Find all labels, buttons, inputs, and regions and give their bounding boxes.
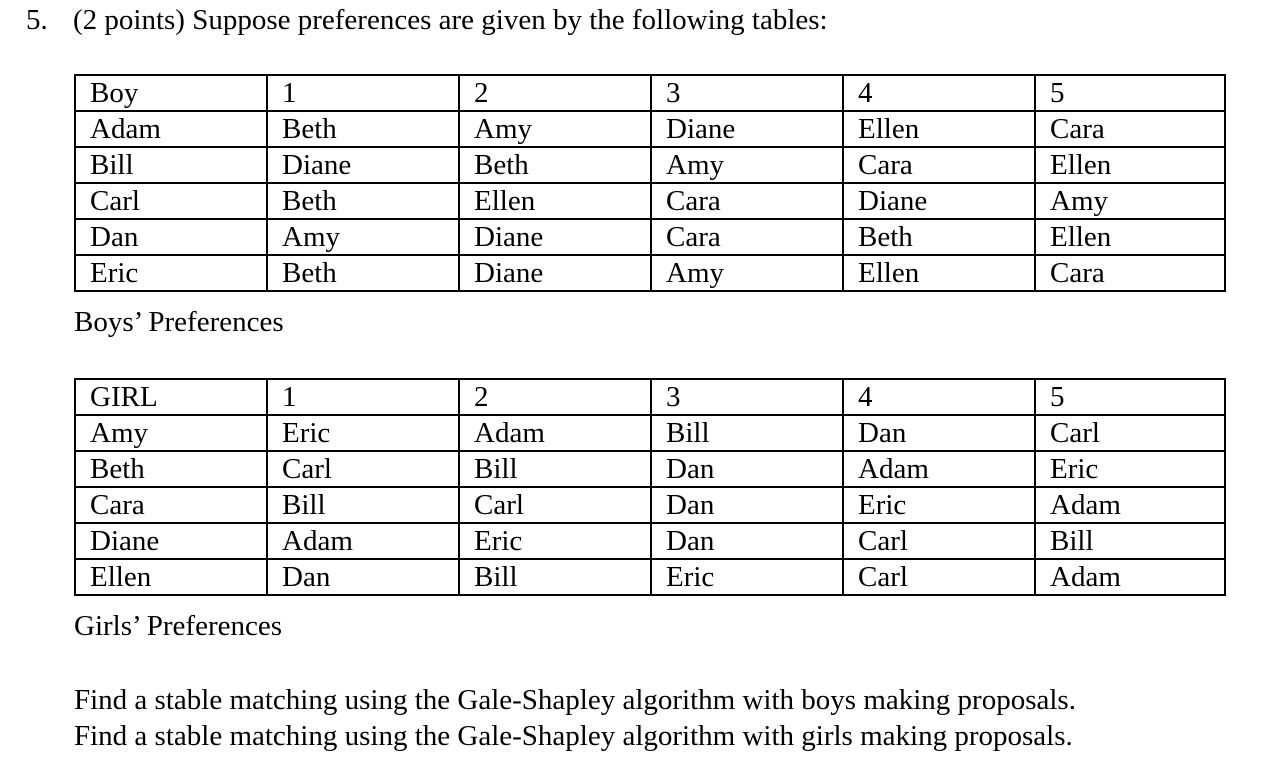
table-cell: Diane — [459, 219, 651, 255]
table-row — [75, 219, 1225, 255]
table-row — [75, 255, 1225, 291]
table-cell: Dan — [651, 451, 843, 487]
question-header — [26, 2, 828, 38]
table-cell: Eric — [267, 415, 459, 451]
table-cell: Ellen — [1035, 147, 1225, 183]
table-cell: Adam — [267, 523, 459, 559]
table-cell: Diane — [75, 523, 267, 559]
boys-table-caption: Boys’ Preferences — [74, 306, 284, 338]
table-cell: Eric — [651, 559, 843, 595]
table-cell: Diane — [267, 147, 459, 183]
table-row — [75, 147, 1225, 183]
table-cell: Beth — [75, 451, 267, 487]
table-row — [75, 183, 1225, 219]
table-cell: Adam — [75, 111, 267, 147]
table-cell: Cara — [1035, 255, 1225, 291]
header-cell: 2 — [459, 75, 651, 111]
table-cell: Beth — [267, 255, 459, 291]
table-cell: Amy — [75, 415, 267, 451]
header-cell: 4 — [843, 379, 1035, 415]
table-row — [75, 523, 1225, 559]
table-cell: Dan — [75, 219, 267, 255]
table-cell: Cara — [651, 183, 843, 219]
instruction-boys-proposing: Find a stable matching using the Gale-Shapley algorithm with boys making proposals. — [74, 684, 1076, 716]
header-cell: 2 — [459, 379, 651, 415]
table-cell: Beth — [267, 111, 459, 147]
table-cell: Bill — [459, 559, 651, 595]
table-cell: Dan — [651, 523, 843, 559]
table-cell: Ellen — [843, 111, 1035, 147]
header-cell: 5 — [1035, 379, 1225, 415]
table-cell: Cara — [843, 147, 1035, 183]
table-row — [75, 415, 1225, 451]
table-cell: Eric — [75, 255, 267, 291]
header-cell: Boy — [75, 75, 267, 111]
table-cell: Eric — [459, 523, 651, 559]
table-cell: Carl — [459, 487, 651, 523]
table-cell: Carl — [843, 523, 1035, 559]
table-cell: Beth — [843, 219, 1035, 255]
header-cell: 4 — [843, 75, 1035, 111]
table-cell: Carl — [267, 451, 459, 487]
header-cell: GIRL — [75, 379, 267, 415]
table-cell: Amy — [1035, 183, 1225, 219]
table-header-row — [75, 75, 1225, 111]
header-cell: 1 — [267, 75, 459, 111]
table-cell: Adam — [459, 415, 651, 451]
girls-preferences-table — [74, 378, 1226, 596]
table-cell: Bill — [75, 147, 267, 183]
header-cell: 5 — [1035, 75, 1225, 111]
table-cell: Amy — [651, 255, 843, 291]
table-cell: Amy — [459, 111, 651, 147]
table-cell: Bill — [267, 487, 459, 523]
table-cell: Bill — [1035, 523, 1225, 559]
table-cell: Amy — [267, 219, 459, 255]
table-cell: Beth — [267, 183, 459, 219]
table-cell: Amy — [651, 147, 843, 183]
table-cell: Adam — [1035, 487, 1225, 523]
table-cell: Ellen — [1035, 219, 1225, 255]
table-cell: Carl — [1035, 415, 1225, 451]
header-cell: 3 — [651, 379, 843, 415]
table-cell: Cara — [75, 487, 267, 523]
table-cell: Diane — [651, 111, 843, 147]
table-row — [75, 559, 1225, 595]
table-cell: Cara — [1035, 111, 1225, 147]
table-cell: Cara — [651, 219, 843, 255]
table-cell: Carl — [75, 183, 267, 219]
table-row — [75, 451, 1225, 487]
table-row — [75, 111, 1225, 147]
instruction-girls-proposing: Find a stable matching using the Gale-Shapley algorithm with girls making proposals. — [74, 720, 1073, 752]
table-cell: Ellen — [75, 559, 267, 595]
table-cell: Adam — [1035, 559, 1225, 595]
table-cell: Eric — [843, 487, 1035, 523]
boys-preferences-table — [74, 74, 1226, 292]
table-cell: Eric — [1035, 451, 1225, 487]
table-cell: Ellen — [459, 183, 651, 219]
question-number: 5. — [26, 4, 48, 36]
table-row — [75, 487, 1225, 523]
table-header-row — [75, 379, 1225, 415]
table-cell: Dan — [843, 415, 1035, 451]
table-cell: Adam — [843, 451, 1035, 487]
table-cell: Dan — [267, 559, 459, 595]
table-cell: Dan — [651, 487, 843, 523]
table-cell: Diane — [459, 255, 651, 291]
table-cell: Ellen — [843, 255, 1035, 291]
table-cell: Beth — [459, 147, 651, 183]
table-cell: Bill — [459, 451, 651, 487]
header-cell: 3 — [651, 75, 843, 111]
table-cell: Diane — [843, 183, 1035, 219]
table-cell: Carl — [843, 559, 1035, 595]
table-cell: Bill — [651, 415, 843, 451]
header-cell: 1 — [267, 379, 459, 415]
question-text: (2 points) Suppose preferences are given by the following tables: — [73, 4, 828, 36]
girls-table-caption: Girls’ Preferences — [74, 610, 282, 642]
